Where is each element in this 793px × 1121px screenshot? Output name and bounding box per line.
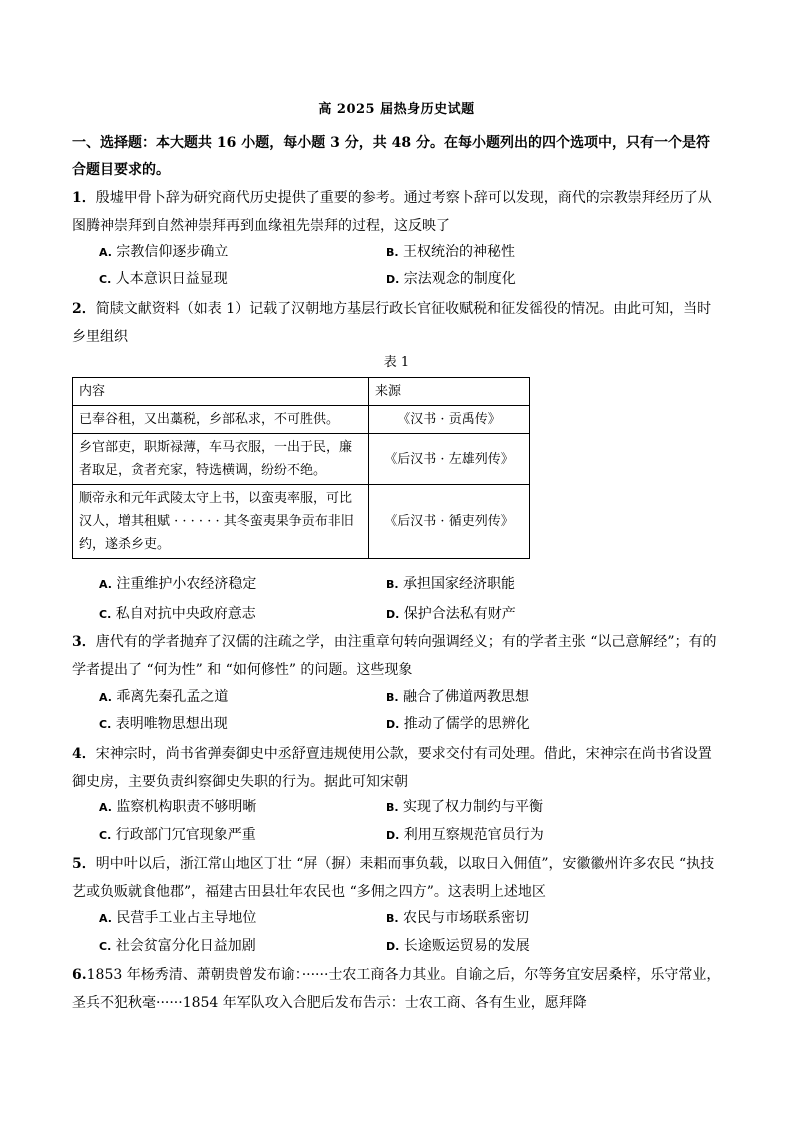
- option-text: 行政部门冗官现象严重: [115, 827, 256, 843]
- option-text: 人本意识日益显现: [115, 271, 228, 287]
- question-5-option-c[interactable]: [99, 936, 256, 957]
- option-letter: B.: [386, 912, 399, 925]
- question-1-option-d[interactable]: [386, 269, 516, 290]
- table-row: [73, 485, 530, 559]
- question-4-number: 4．: [72, 746, 96, 762]
- option-letter: D.: [386, 718, 400, 731]
- option-text: 融合了佛道两教思想: [403, 689, 530, 705]
- option-letter: D.: [386, 608, 400, 621]
- table-cell-content: 已奉谷租，又出藁税，乡部私求，不可胜供。: [73, 406, 369, 434]
- question-5-number: 5．: [72, 856, 96, 872]
- option-letter: B.: [386, 801, 399, 814]
- option-letter: A.: [99, 246, 112, 259]
- table-cell-content: 顺帝永和元年武陵太守上书，以蛮夷率服，可比汉人，增其租赋 · · · · · · 其冬蛮夷果争贡布非旧约，遂杀乡吏。: [73, 485, 369, 559]
- option-text: 保护合法私有财产: [403, 606, 516, 622]
- option-text: 表明唯物思想出现: [115, 716, 228, 732]
- question-4-option-d[interactable]: [386, 825, 544, 846]
- question-5-option-d[interactable]: [386, 936, 530, 957]
- option-letter: A.: [99, 912, 112, 925]
- question-4-text: 宋神宗时，尚书省弹奏御史中丞舒亶违规使用公款，要求交付有司处理。借此，宋神宗在尚书省设置御史房，主要负责纠察御史失职的行为。据此可知宋朝: [72, 746, 712, 790]
- question-6-text: 1853 年杨秀清、萧朝贵曾发布谕：······士农工商各力其业。自谕之后，尔等务宜安居桑梓，乐守常业，圣兵不犯秋毫······1854 年军队攻入合肥后发布告示：士农工商、各有生业，愿拜降: [72, 967, 721, 1011]
- option-text: 宗教信仰逐步确立: [116, 244, 229, 260]
- table-row: [73, 406, 530, 434]
- option-text: 农民与市场联系密切: [403, 910, 530, 926]
- page-title: 高 2025 届热身历史试题: [318, 102, 475, 117]
- table-header-row: [73, 378, 530, 406]
- option-letter: B.: [386, 691, 399, 704]
- option-text: 注重维护小农经济稳定: [116, 576, 257, 592]
- option-text: 乖离先秦孔孟之道: [116, 689, 229, 705]
- table-cell-content: 乡官部吏，职斯禄薄，车马衣服，一出于民，廉者取足，贪者充家，特选横调，纷纷不绝。: [73, 434, 369, 485]
- option-letter: A.: [99, 801, 112, 814]
- table-1: [72, 377, 530, 559]
- question-3-option-a[interactable]: [99, 687, 228, 708]
- question-1-number: 1．: [72, 190, 96, 206]
- question-5-text: 明中叶以后，浙江常山地区丁壮 “屏（摒）耒耜而事负载，以取日入佣值”，安徽徽州许多农民 “执技艺或负贩就食他郡”，福建古田县壮年农民也 “多佣之四方”。这表明上述地区: [72, 856, 715, 900]
- question-2-stem: [72, 295, 722, 351]
- question-5-option-a[interactable]: [99, 908, 256, 929]
- table-cell-source: 《汉书 · 贡禹传》: [369, 406, 530, 434]
- table-cell-source: 《后汉书 · 循吏列传》: [369, 485, 530, 559]
- option-text: 承担国家经济职能: [403, 576, 516, 592]
- option-text: 实现了权力制约与平衡: [403, 799, 544, 815]
- option-text: 宗法观念的制度化: [403, 271, 516, 287]
- question-5-option-b[interactable]: [386, 908, 529, 929]
- option-text: 社会贫富分化日益加剧: [115, 938, 256, 954]
- option-text: 监察机构职责不够明晰: [116, 799, 257, 815]
- table-cell-source: 《后汉书 · 左雄列传》: [369, 434, 530, 485]
- option-letter: C.: [99, 273, 112, 286]
- question-4-stem: [72, 740, 722, 796]
- section-heading: 一、选择题：本大题共 16 小题，每小题 3 分，共 48 分。在每小题列出的四个选项中，只有一个是符合题目要求的。: [72, 135, 710, 178]
- option-letter: C.: [99, 829, 112, 842]
- question-3-option-c[interactable]: [99, 714, 228, 735]
- option-text: 民营手工业占主导地位: [116, 910, 257, 926]
- table-row: [73, 434, 530, 485]
- table-caption: 表 1: [383, 355, 410, 370]
- option-letter: C.: [99, 608, 112, 621]
- question-3-number: 3．: [72, 634, 96, 650]
- option-letter: D.: [386, 940, 400, 953]
- option-letter: D.: [386, 829, 400, 842]
- question-4-option-a[interactable]: [99, 797, 256, 818]
- option-letter: C.: [99, 940, 112, 953]
- question-2-option-a[interactable]: [99, 574, 256, 595]
- option-letter: B.: [386, 246, 399, 259]
- question-3-text: 唐代有的学者抛弃了汉儒的注疏之学，由注重章句转向强调经义；有的学者主张 “以己意解经”；有的学者提出了 “何为性” 和 “如何修性” 的问题。这些现象: [72, 634, 717, 678]
- option-letter: D.: [386, 273, 400, 286]
- option-text: 推动了儒学的思辨化: [403, 716, 530, 732]
- question-5-stem: [72, 850, 722, 906]
- question-2-option-d[interactable]: [386, 604, 516, 625]
- question-1-option-a[interactable]: [99, 242, 228, 263]
- question-1-option-c[interactable]: [99, 269, 228, 290]
- question-2-number: 2．: [72, 301, 96, 317]
- question-3-option-b[interactable]: [386, 687, 529, 708]
- question-3-option-d[interactable]: [386, 714, 530, 735]
- option-letter: C.: [99, 718, 112, 731]
- option-text: 私自对抗中央政府意志: [115, 606, 256, 622]
- question-1-option-b[interactable]: [386, 242, 515, 263]
- option-text: 利用互察规范官员行为: [403, 827, 544, 843]
- option-letter: B.: [386, 578, 399, 591]
- table-header-content: 内容: [73, 378, 369, 406]
- question-2-option-c[interactable]: [99, 604, 256, 625]
- question-6-stem: [72, 961, 722, 1017]
- question-6-number: 6.: [72, 967, 87, 983]
- question-3-stem: [72, 628, 722, 684]
- option-text: 王权统治的神秘性: [403, 244, 516, 260]
- question-4-option-b[interactable]: [386, 797, 543, 818]
- table-header-source: 来源: [369, 378, 530, 406]
- question-2-text: 简牍文献资料（如表 1）记载了汉朝地方基层行政长官征收赋税和征发徭役的情况。由此可知，当时乡里组织: [72, 301, 712, 345]
- option-text: 长途贩运贸易的发展: [403, 938, 530, 954]
- question-4-option-c[interactable]: [99, 825, 256, 846]
- question-1-stem: [72, 184, 722, 240]
- option-letter: A.: [99, 691, 112, 704]
- question-1-text: 殷墟甲骨卜辞为研究商代历史提供了重要的参考。通过考察卜辞可以发现，商代的宗教崇拜经历了从图腾神崇拜到自然神崇拜再到血缘祖先崇拜的过程，这反映了: [72, 190, 712, 234]
- option-letter: A.: [99, 578, 112, 591]
- question-2-option-b[interactable]: [386, 574, 515, 595]
